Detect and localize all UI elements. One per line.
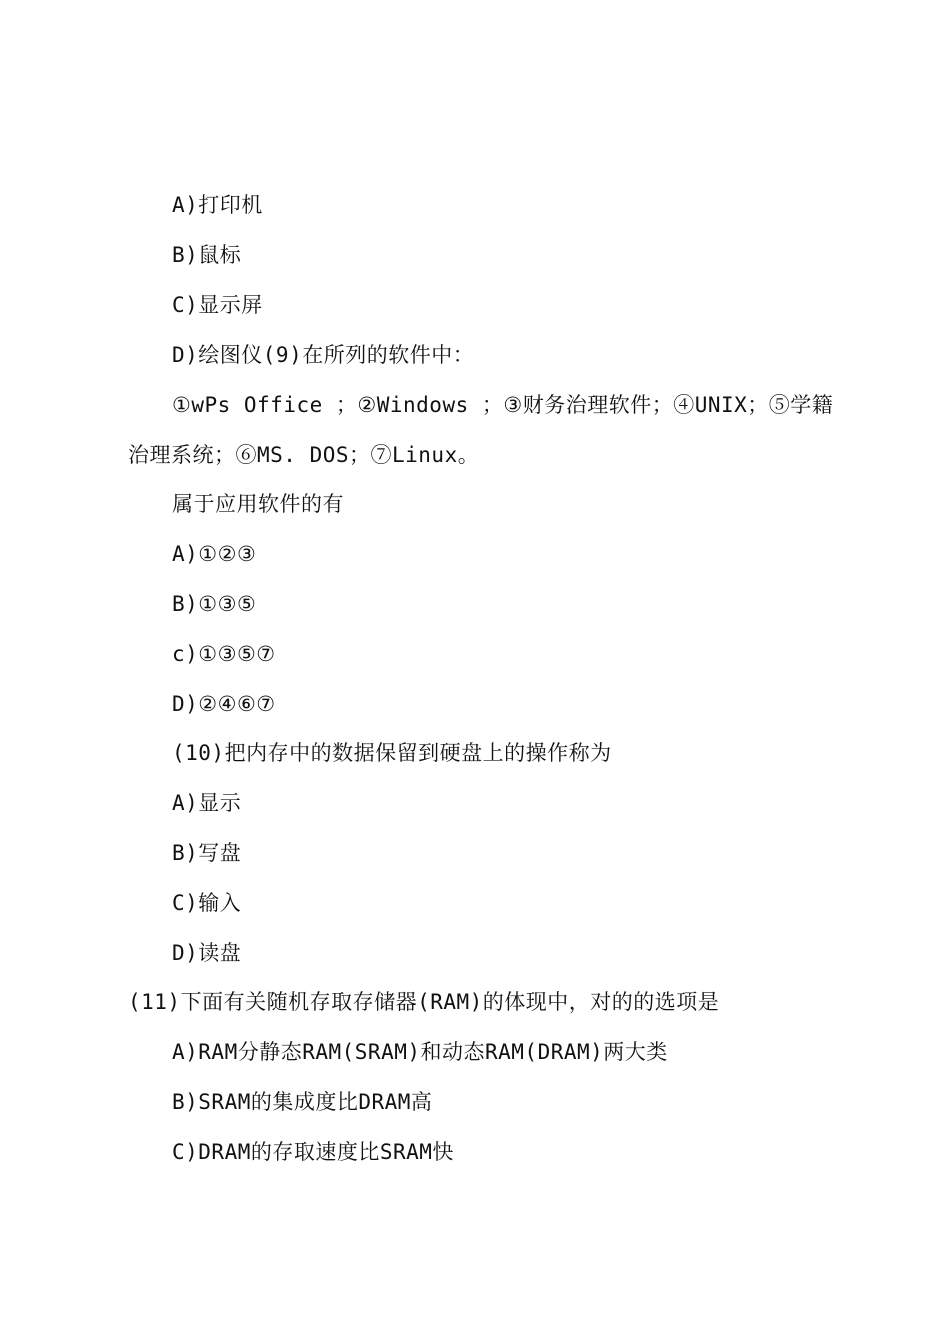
question-9-option-b: B)①③⑤ xyxy=(172,592,257,616)
question-9-option-a: A)①②③ xyxy=(172,542,257,566)
question-9-software-list-cont: 治理系统；⑥MS. DOS；⑦Linux。 xyxy=(128,443,480,467)
question-9-prompt: 属于应用软件的有 xyxy=(172,492,344,516)
option-a-printer: A)打印机 xyxy=(172,193,263,217)
question-10-option-d: D)读盘 xyxy=(172,941,242,965)
question-10-stem: (10)把内存中的数据保留到硬盘上的操作称为 xyxy=(172,741,612,765)
question-9-software-list: ①wPs Office ；②Windows ；③财务治理软件；④UNIX；⑤学籍 xyxy=(172,393,834,417)
option-c-display: C)显示屏 xyxy=(172,293,263,317)
question-11-option-b: B)SRAM的集成度比DRAM高 xyxy=(172,1090,433,1114)
option-b-mouse: B)鼠标 xyxy=(172,243,242,267)
question-10-option-a: A)显示 xyxy=(172,791,242,815)
question-11-option-c: C)DRAM的存取速度比SRAM快 xyxy=(172,1140,454,1164)
question-10-option-c: C)输入 xyxy=(172,891,242,915)
question-9-option-d: D)②④⑥⑦ xyxy=(172,692,276,716)
question-10-option-b: B)写盘 xyxy=(172,841,242,865)
question-11-stem: (11)下面有关随机存取存储器(RAM)的体现中，对的的选项是 xyxy=(128,990,720,1014)
question-11-option-a: A)RAM分静态RAM(SRAM)和动态RAM(DRAM)两大类 xyxy=(172,1040,668,1064)
question-9-option-c: c)①③⑤⑦ xyxy=(172,642,276,666)
option-d-plotter-question-9: D)绘图仪(9)在所列的软件中： xyxy=(172,343,475,367)
